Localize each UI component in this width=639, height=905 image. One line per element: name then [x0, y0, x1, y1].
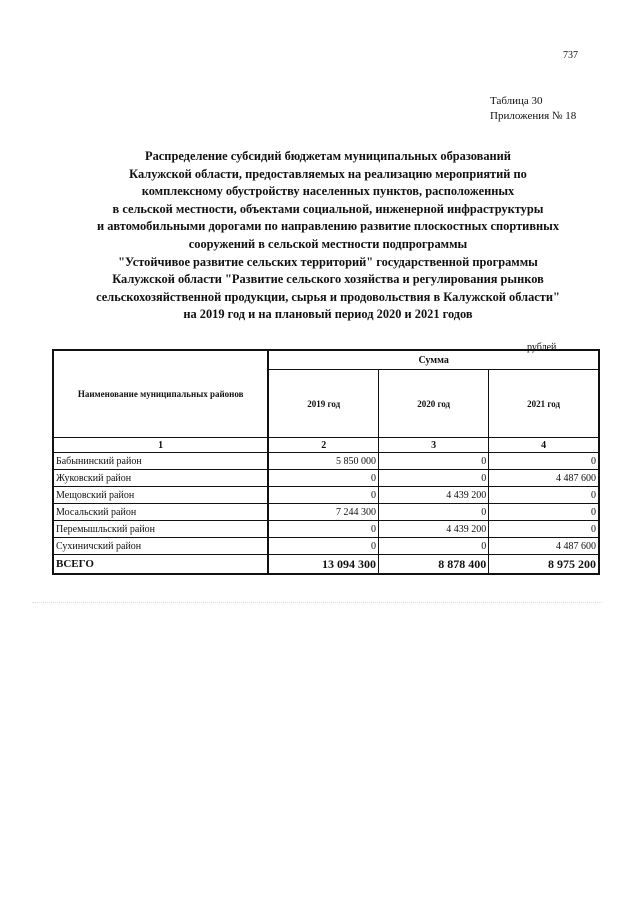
value-2019: 0: [268, 521, 378, 538]
value-2020: 4 439 200: [379, 521, 489, 538]
total-2019: 13 094 300: [268, 555, 378, 575]
total-label: ВСЕГО: [53, 555, 268, 575]
table-row: [53, 521, 599, 538]
column-number: 1: [53, 438, 268, 453]
district-name: Сухиничский район: [53, 538, 268, 555]
table-reference: [490, 94, 576, 124]
table-number: Таблица 30: [490, 95, 543, 107]
value-2021: 4 487 600: [489, 538, 599, 555]
total-row: [53, 555, 599, 575]
table-row: [53, 487, 599, 504]
title-line: сельскохозяйственной продукции, сырья и продовольствия в Калужской области": [96, 289, 560, 304]
column-number-row: [53, 438, 599, 453]
value-2020: 4 439 200: [379, 487, 489, 504]
table-row: [53, 453, 599, 470]
value-2021: 0: [489, 487, 599, 504]
value-2021: 0: [489, 453, 599, 470]
page-number: 737: [563, 50, 578, 61]
value-2021: 0: [489, 521, 599, 538]
document-title: [48, 148, 608, 324]
table-row: [53, 470, 599, 487]
value-2019: 5 850 000: [268, 453, 378, 470]
title-line: Калужской области, предоставляемых на реализацию мероприятий по: [129, 166, 527, 181]
header-year-2019: 2019 год: [268, 370, 378, 438]
total-2020: 8 878 400: [379, 555, 489, 575]
column-number: 3: [379, 438, 489, 453]
value-2020: 0: [379, 453, 489, 470]
title-line: в сельской местности, объектами социальной, инженерной инфраструктуры: [112, 201, 544, 216]
title-line: комплексному обустройству населенных пунктов, расположенных: [141, 184, 515, 199]
appendix-number: Приложения № 18: [490, 110, 577, 122]
value-2019: 0: [268, 538, 378, 555]
title-line: Калужской области "Развитие сельского хозяйства и регулирования рынков: [112, 272, 544, 287]
district-name: Бабынинский район: [53, 453, 268, 470]
title-line: и автомобильными дорогами по направлению развитие плоскостных спортивных: [96, 219, 560, 234]
value-2019: 0: [268, 470, 378, 487]
header-sum: Сумма: [268, 350, 599, 370]
column-number: 4: [489, 438, 599, 453]
value-2020: 0: [379, 470, 489, 487]
title-line: "Устойчивое развитие сельских территорий" государственной программы: [118, 254, 538, 269]
header-district-name: Наименование муниципальных районов: [53, 350, 268, 438]
scan-artifact-line: [32, 602, 602, 604]
total-2021: 8 975 200: [489, 555, 599, 575]
table-row: [53, 504, 599, 521]
title-line: Распределение субсидий бюджетам муниципальных образований: [145, 149, 511, 163]
header-year-2021: 2021 год: [489, 370, 599, 438]
value-2021: 0: [489, 504, 599, 521]
title-line: сооружений в сельской местности подпрограммы: [188, 236, 468, 251]
header-year-2020: 2020 год: [379, 370, 489, 438]
value-2019: 0: [268, 487, 378, 504]
subsidy-table: [52, 349, 600, 575]
table-row: [53, 538, 599, 555]
title-line: на 2019 год и на плановый период 2020 и 2021 годов: [183, 307, 473, 322]
district-name: Мосальский район: [53, 504, 268, 521]
district-name: Перемышльский район: [53, 521, 268, 538]
district-name: Жуковский район: [53, 470, 268, 487]
column-number: 2: [268, 438, 378, 453]
value-2021: 4 487 600: [489, 470, 599, 487]
district-name: Мещовский район: [53, 487, 268, 504]
value-2019: 7 244 300: [268, 504, 378, 521]
value-2020: 0: [379, 504, 489, 521]
units-label: рублей: [527, 342, 557, 353]
value-2020: 0: [379, 538, 489, 555]
